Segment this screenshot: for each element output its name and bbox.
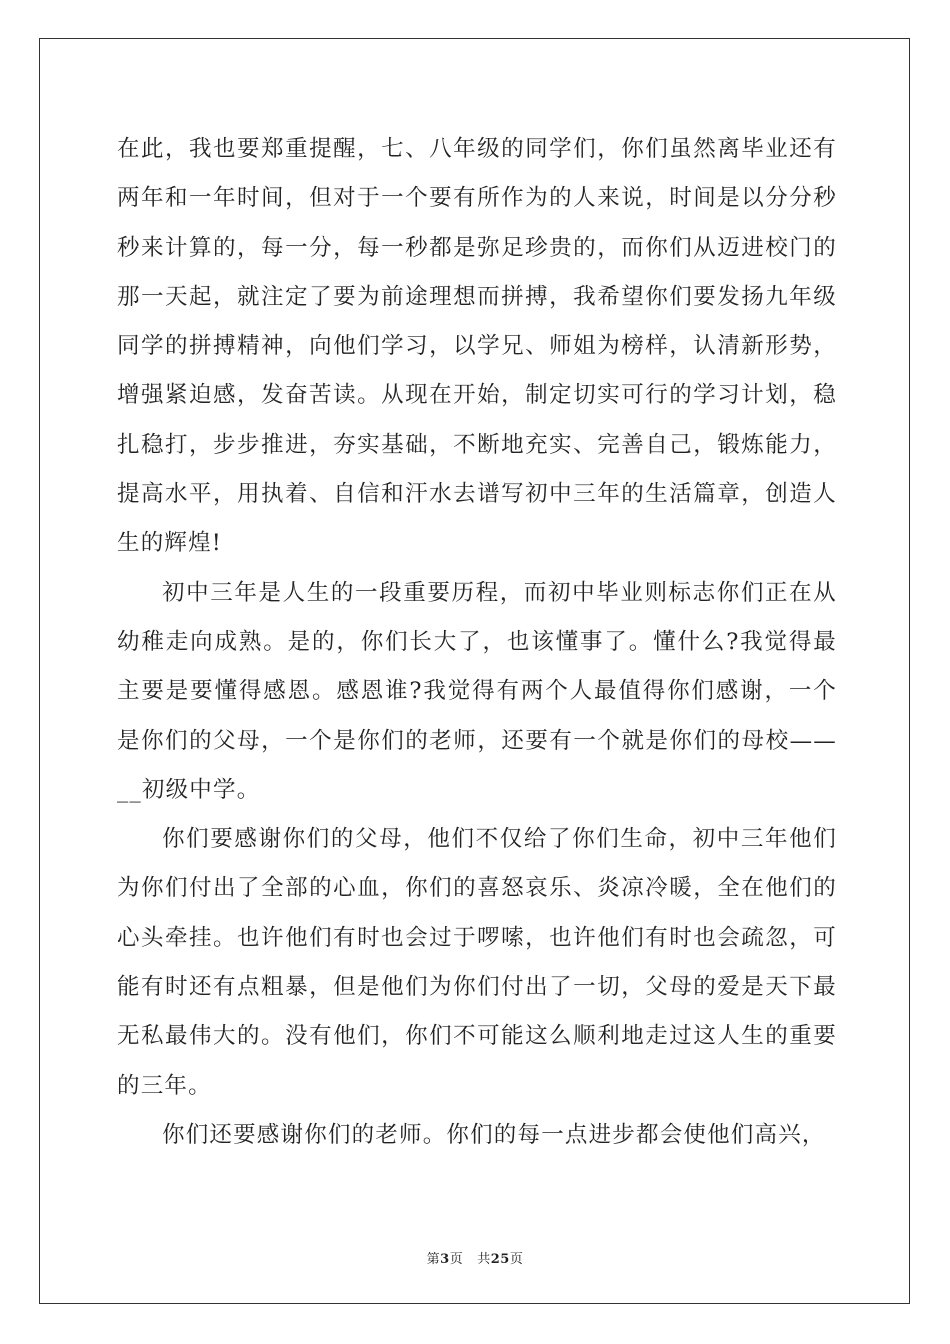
paragraph-1: 在此，我也要郑重提醒，七、八年级的同学们，你们虽然离毕业还有两年和一年时间，但对于一个要有所作为的人来说，时间是以分分秒秒来计算的，每一分，每一秒都是弥足珍贵的，而你们从迈进校门的那一天起，就注定了要为前途理想而拼搏，我希望你们要发扬九年级同学的拼搏精神，向他们学习，以学兄、师姐为榜样，认清新形势，增强紧迫感，发奋苦读。从现在开始，制定切实可行的学习计划，稳扎稳打，步步推进，夯实基础，不断地充实、完善自己，锻炼能力，提高水平，用执着、自信和汗水去谱写初中三年的生活篇章，创造人生的辉煌! [117, 136, 837, 557]
page-suffix: 页 [449, 1252, 464, 1267]
page-number: 3 [440, 1252, 450, 1267]
paragraph-3: 你们要感谢你们的父母，他们不仅给了你们生命，初中三年他们为你们付出了全部的心血，你们的喜怒哀乐、炎凉冷暖，全在他们的心头牵挂。也许他们有时也会过于啰嗦，也许他们有时也会疏忽，可能有时还有点粗暴，但是他们为你们付出了一切，父母的爱是天下最无私最伟大的。没有他们，你们不可能这么顺利地走过这人生的重要的三年。 [117, 826, 837, 1099]
page-prefix: 第 [426, 1252, 441, 1267]
paragraph-2: 初中三年是人生的一段重要历程，而初中毕业则标志你们正在从幼稚走向成熟。是的，你们长大了，也该懂事了。懂什么?我觉得最主要是要懂得感恩。感恩谁?我觉得有两个人最值得你们感谢，一个是你们的父母，一个是你们的老师，还要有一个就是你们的母校——__初级中学。 [117, 579, 837, 803]
total-pages: 25 [490, 1252, 510, 1267]
page-footer [0, 1248, 950, 1267]
total-suffix: 页 [509, 1252, 524, 1267]
paragraph-4: 你们还要感谢你们的老师。你们的每一点进步都会使他们高兴， [162, 1121, 826, 1148]
total-prefix: 共 [477, 1252, 491, 1267]
document-body [117, 125, 837, 1160]
